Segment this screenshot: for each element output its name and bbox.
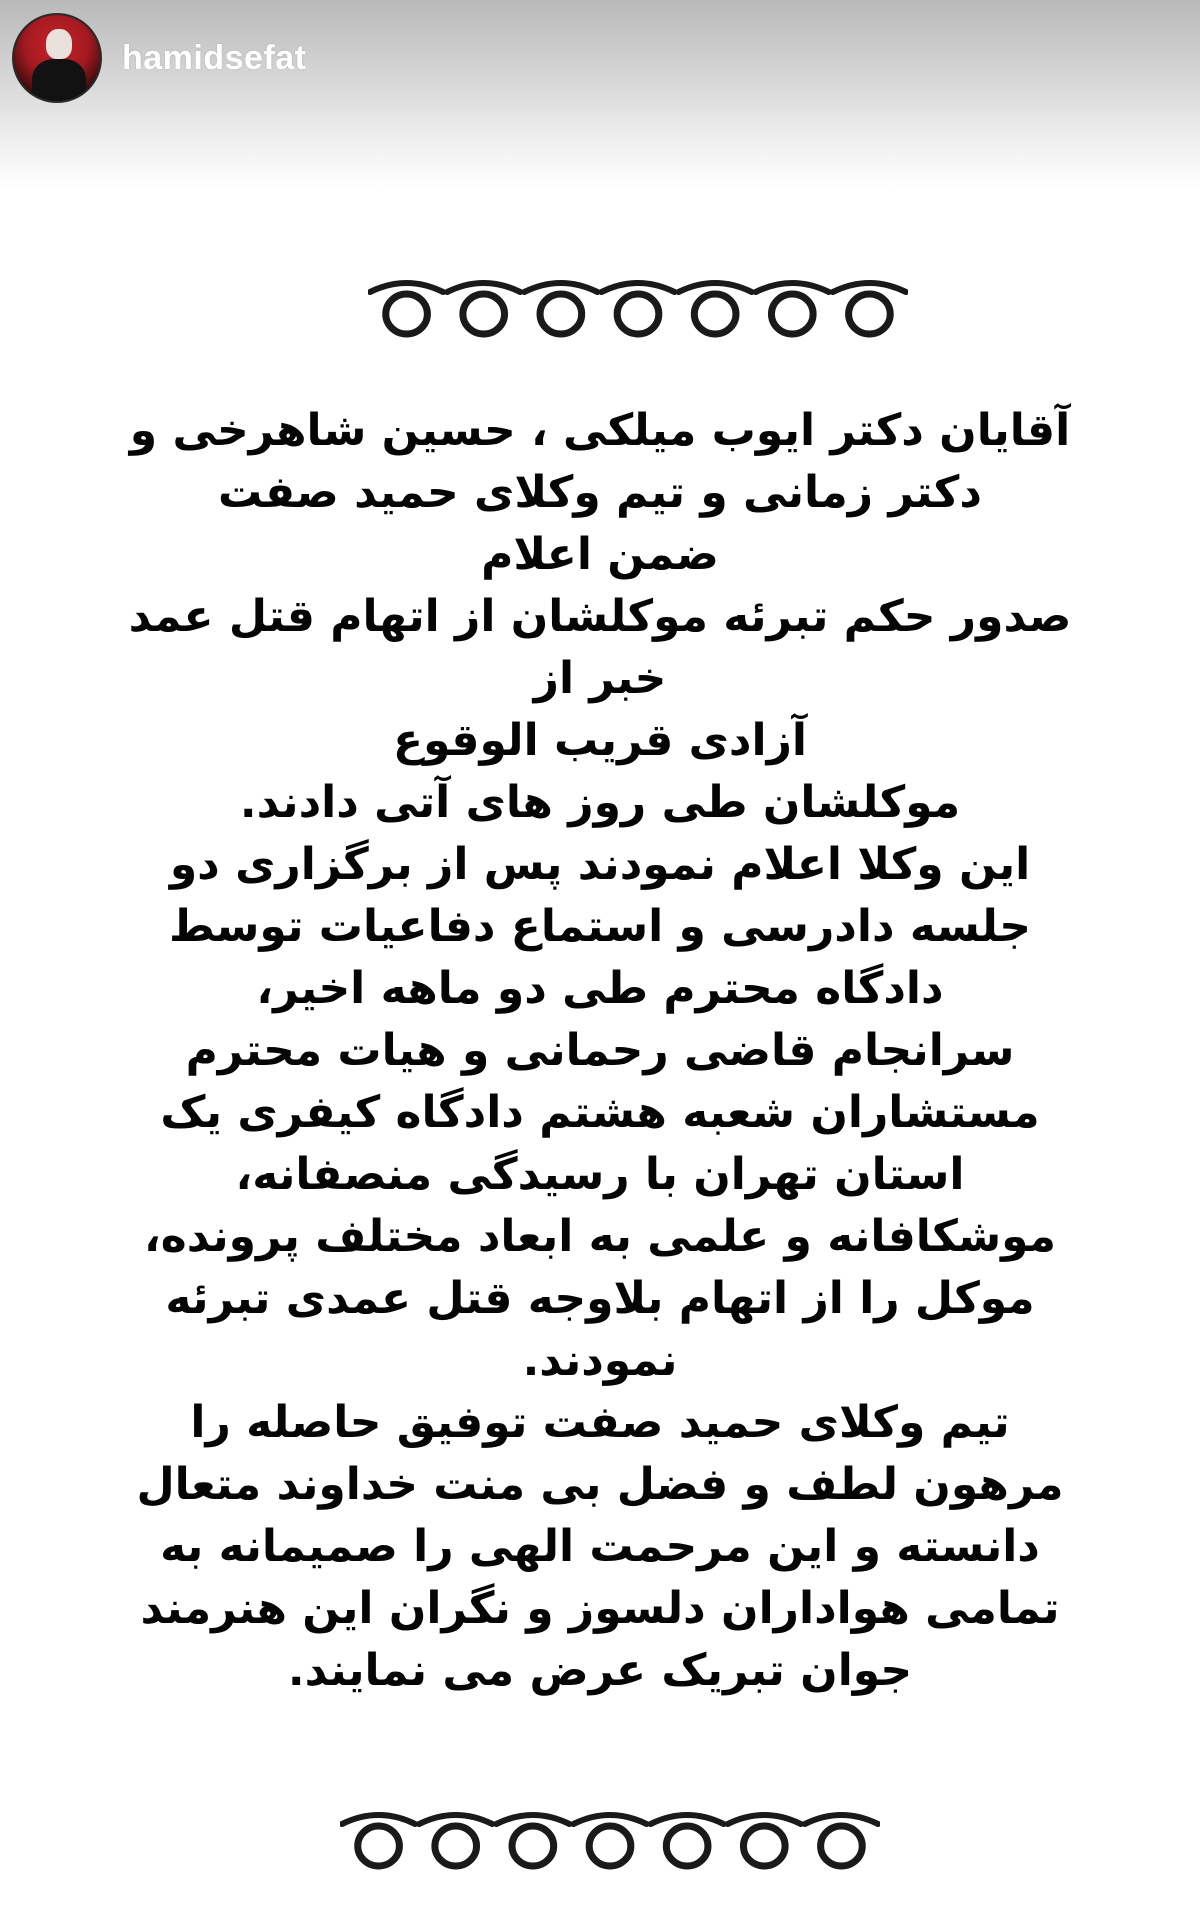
statement-line: سرانجام قاضی رحمانی و هیات محترم [185, 1025, 1015, 1076]
swirl-ornament-icon [340, 1810, 880, 1872]
statement-line: این وکلا اعلام نمودند پس از برگزاری دو [169, 839, 1031, 890]
swirl-icon [728, 1815, 801, 1866]
swirl-icon [805, 1815, 878, 1866]
swirl-icon [601, 283, 674, 334]
swirl-icon [573, 1815, 646, 1866]
profile-avatar-icon[interactable] [12, 13, 102, 103]
swirl-icon [342, 1815, 415, 1866]
statement-line: موکل را از اتهام بلاوجه قتل عمدی تبرئه [165, 1273, 1035, 1324]
swirl-icon [496, 1815, 569, 1866]
statement-line: موکلشان طی روز های آتی دادند. [239, 777, 961, 828]
swirl-icon [756, 283, 829, 334]
statement-line: دادگاه محترم طی دو ماهه اخیر، [256, 963, 944, 1014]
statement-line: جوان تبریک عرض می نمایند. [287, 1645, 913, 1696]
statement-line: جلسه دادرسی و استماع دفاعیات توسط [169, 901, 1031, 952]
swirl-icon [833, 283, 906, 334]
swirl-icon [370, 283, 443, 334]
swirl-icon [419, 1815, 492, 1866]
statement-line: مستشاران شعبه هشتم دادگاه کیفری یک [160, 1087, 1040, 1138]
statement-line: مرهون لطف و فضل بی منت خداوند متعال [136, 1459, 1064, 1510]
statement-line: تیم وکلای حمید صفت توفیق حاصله را [190, 1397, 1010, 1448]
story-header [12, 12, 307, 104]
statement-line: موشکافانه و علمی به ابعاد مختلف پرونده، [144, 1211, 1056, 1262]
swirl-icon [524, 283, 597, 334]
swirl-icon [447, 283, 520, 334]
avatar-head [46, 29, 72, 59]
statement-line: خبر از [533, 653, 667, 704]
statement-line: صدور حکم تبرئه موکلشان از اتهام قتل عمد [128, 591, 1072, 642]
statement-line: تمامی هواداران دلسوز و نگران این هنرمند [140, 1583, 1060, 1634]
statement-line: آزادی قریب الوقوع [393, 715, 807, 766]
swirl-icon [651, 1815, 724, 1866]
statement-text [120, 400, 1080, 1702]
statement-line: نمودند. [522, 1335, 678, 1386]
statement-line: آقایان دکتر ایوب میلکی ، حسین شاهرخی و [129, 405, 1071, 456]
swirl-ornament-icon [368, 278, 908, 340]
statement-line: استان تهران با رسیدگی منصفانه، [235, 1149, 965, 1200]
statement-line: دانسته و این مرحمت الهی را صمیمانه به [160, 1521, 1040, 1572]
avatar-body [32, 59, 86, 103]
statement-line: دکتر زمانی و تیم وکلای حمید صفت [218, 467, 982, 518]
story-username[interactable]: hamidsefat [122, 38, 307, 77]
swirl-icon [679, 283, 752, 334]
statement-line: ضمن اعلام [481, 529, 719, 580]
